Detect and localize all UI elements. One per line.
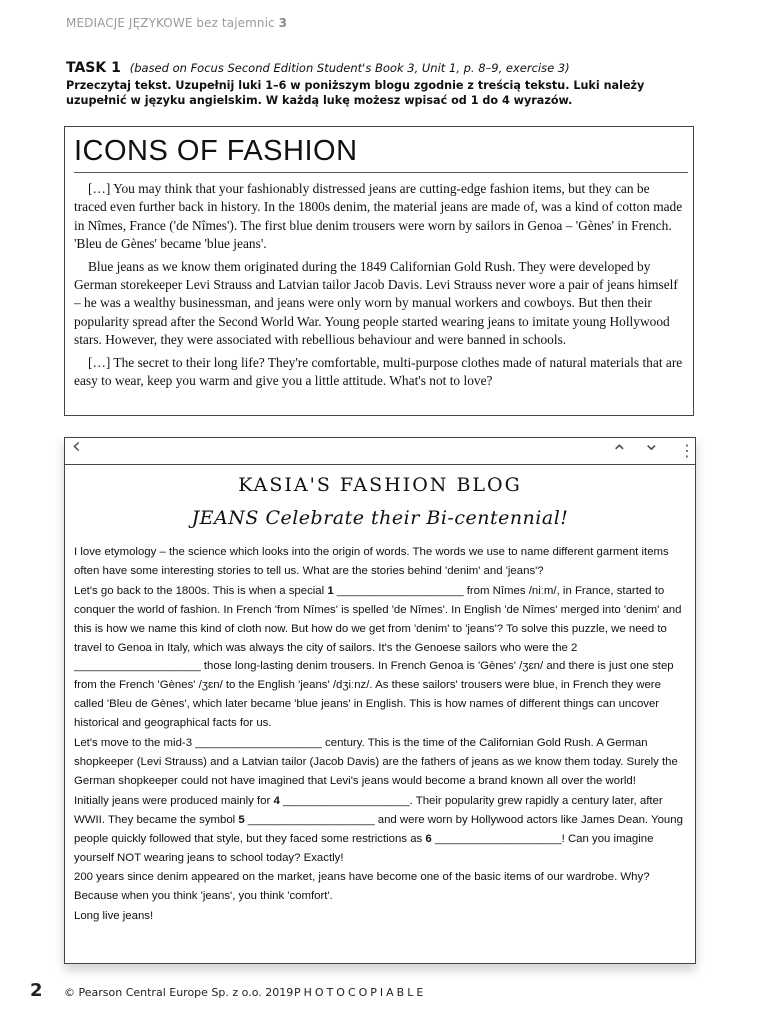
gap-number: 5 [238, 813, 245, 826]
copyright-text: © Pearson Central Europe Sp. z o.o. 2019 [64, 986, 294, 999]
blog-text: Let's go back to the 1800s. This is when a special [74, 584, 328, 597]
task-title: TASK 1 [66, 60, 121, 76]
blog-body [65, 543, 695, 926]
article-title: ICONS OF FASHION [74, 133, 688, 173]
blog-window [64, 431, 696, 964]
blog-subtitle: JEANS Celebrate their Bi-centennial! [191, 507, 569, 529]
gap-number: 6 [425, 832, 432, 845]
blog-paragraph: Long live jeans! [74, 910, 154, 923]
gap-number: 1 [327, 584, 334, 597]
more-menu-icon[interactable]: ⋮ [679, 441, 695, 460]
blog-text: Initially jeans were produced mainly for [74, 794, 274, 807]
series-number: 3 [278, 16, 288, 30]
blog-paragraph: 200 years since denim appeared on the market, jeans have become one of the basic items of our wardrobe. Why? Because when you think 'jeans', you think 'comfort'. [74, 871, 650, 903]
blog-text: ____________________! Can you imagine yourself NOT wearing jeans to school today? Exactly! [74, 832, 654, 864]
blog-text: ____________________ and were worn by Hollywood actors like James Dean. Young people quickly followed that style, but they faced some restrictions as [74, 813, 683, 845]
blog-paragraph: Let's move to the mid-3 ____________________ century. This is the time of the Californian Gold Rush. A German shopkeeper (Levi Strauss) and a Latvian tailor (Jacob Davis) are the fathers of jeans as we know them today. Surely the German shopkeeper could not have imagined that Levi's jeans would become a brand known all over the world! [74, 737, 678, 787]
task-title-line [66, 60, 706, 77]
task-header [66, 60, 706, 108]
page-number: 2 [30, 980, 43, 1001]
blog-text: ____________________ from Nîmes /niːm/, in France, started to conquer the world of fashion. In French 'from Nîmes' is spelled 'de Nîmes'. In English 'de Nîmes' merged into 'denim' and this is how we name this kind of cloth now. But how do we get from 'denim' to 'jeans'? To solve this puzzle, we need to travel to Genoa in Italy, which was always the city of sailors. It's the Genoese sailors who were the 2 ____________________ those long-lasting denim trousers. In French Genoa is 'Gènes' /ʒɛn/ and there is just one step from the French 'Gènes' /ʒɛn/ to the English 'jeans' /dʒiːnz/. As these sailors' trousers were blue, in French they were called 'Bleu de Gènes', which later became 'blue jeans' in English. This is how names of different things can uncover historical and geographical facts for us. [74, 584, 682, 730]
article-body [74, 180, 684, 390]
series-header [66, 16, 287, 30]
blog-paragraph [74, 792, 687, 868]
back-icon[interactable]: ‹ [72, 434, 81, 459]
article-paragraph: […] The secret to their long life? They're comfortable, multi-purpose clothes made of natural materials that are easy to wear, keep you warm and give you a little attitude. What's not to love? [74, 354, 683, 389]
blog-paragraph [74, 582, 687, 733]
article-box [64, 126, 694, 416]
blog-text: ____________________. Their popularity grew rapidly a century later, after WWII. They became the symbol [74, 794, 663, 826]
task-source: (based on Focus Second Edition Student's Book 3, Unit 1, p. 8–9, exercise 3) [129, 61, 570, 75]
article-paragraph: Blue jeans as we know them originated during the 1849 Californian Gold Rush. They were developed by German storekeeper Levi Strauss and Latvian tailor Jacob Davis. Levi Strauss never wore a pair of jeans himself – he was a wealthy businessman, and jeans were only worn by manual workers and cowboys. But then their popularity spread after the Second World War. Young people started wearing jeans to imitate young Hollywood stars. However, they were associated with rebellious behaviour and were banned in schools. [74, 258, 678, 348]
series-name: MEDIACJE JĘZYKOWE bez tajemnic [66, 16, 275, 30]
article-paragraph: […] You may think that your fashionably distressed jeans are cutting-edge fashion items, but they can be traced even further back in history. In the 1800s denim, the material jeans are made of, was a kind of cotton made in Nîmes, France ('de Nîmes'). The first blue denim trousers were worn by sailors in Genoa – 'Gènes' in French. 'Bleu de Gènes' became 'blue jeans'. [74, 181, 683, 252]
task-instructions: Przeczytaj tekst. Uzupełnij luki 1–6 w poniższym blogu zgodnie z treścią tekstu. Luki należy uzupełnić w języku angielskim. W każdą lukę możesz wpisać od 1 do 4 wyrazów. [66, 79, 645, 107]
photocopiable-label: PHOTOCOPIABLE [294, 986, 427, 999]
blog-title: KASIA'S FASHION BLOG [238, 474, 522, 496]
chevron-up-icon[interactable]: ⌃ [611, 440, 628, 464]
blog-paragraph: I love etymology – the science which looks into the origin of words. The words we use to name different garment items often have some interesting stories to tell us. What are the stories behind 'denim' and 'jeans'? [74, 546, 669, 577]
blog-toolbar [65, 431, 695, 465]
gap-number: 4 [273, 794, 280, 807]
chevron-down-icon[interactable]: ⌄ [643, 431, 660, 455]
